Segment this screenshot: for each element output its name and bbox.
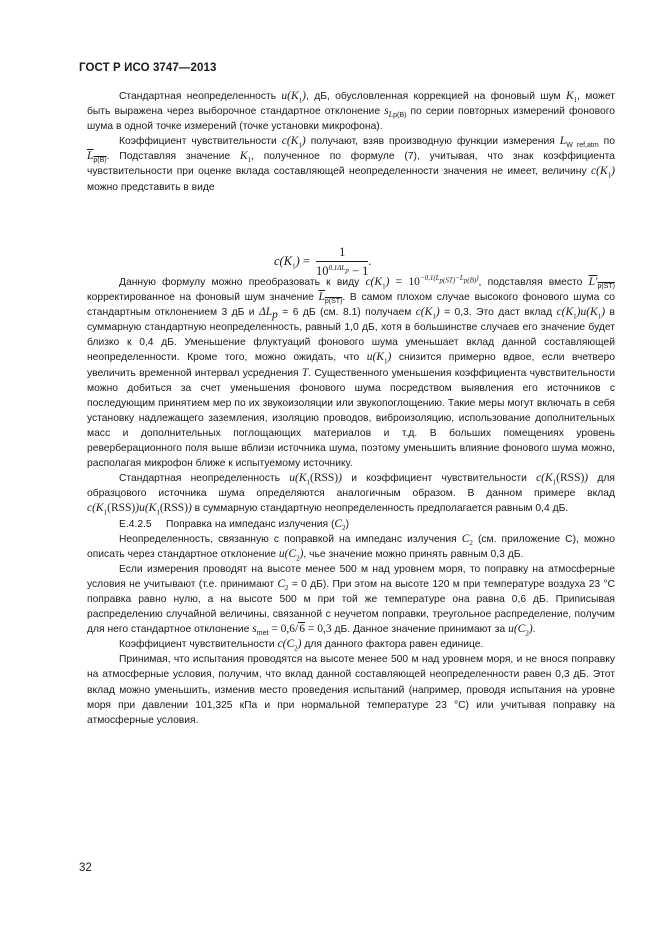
paragraph-sensitivity-coefficient: Коэффициент чувствительности $c(K_1)$ получают, взяв производную функции измерения $L_{W ref,atm}$ по $L_{p(B)}$. Подставляя значение $K_1$, полученное по формуле (7), учитывая, что знак коэффициента чувствительности при оценке вклада составляющей неопределенности значения не имеет, величину $c(K_1)$ можно представить в виде [87,135,615,193]
page-number: 32 [79,862,92,874]
paragraph-conclusion: Принимая, что испытания проводятся на высоте менее 500 м над уровнем моря, и не внося поправку на атмосферные условия, получим, что вклад данной составляющей неопределенности равен 0,3 дБ. Этот вклад можно уменьшить, изменив место проведения испытаний (например, проводя испытания на уровне моря при давлении 101,325 кПа и при нормальной температуре 23 °С) или учитывая поправку на атмосферные условия. [87,654,615,726]
paragraph-sensitivity-unity: Коэффициент чувствительности $c(C_2)$ для данного фактора равен единице. [119,638,484,653]
text-block-1 [87,89,615,195]
section-heading-e425: E.4.2.5 Поправка на импеданс излучения $(C_2)$ [119,517,350,532]
paragraph-altitude-conditions: Если измерения проводят на высоте менее 500 м над уровнем моря, то поправку на атмосферные условия не учитывают (т.е. принимают $C_2 = 0$ дБ). При этом на высоте 120 м при температуре воздуха 23 °С поправка равно нулю, а на высоте 500 м при той же температуре она равна 0,6 дБ. Приписывая распределению случайной величины, связанной с неучетом поправки, треугольное распределение, получим для него стандартное отклонение $s_{met} = 0,6/6 = 0,3$ дБ. Данное значение принимают за $u(C_2)$. [87,563,615,638]
sensitivity-formula: $c(K_1)$ = $\frac{1}{10^{0,1\Delta L_p} - 1}$ . [274,245,372,278]
paragraph-radiation-impedance: Неопределенность, связанную с поправкой на импеданс излучения $C_2$ (см. приложение С), можно описать через стандартное отклонение $u(C_2)$, чье значение можно принять равным 0,3 дБ. [87,532,615,562]
paragraph-uncertainty-background: Стандартная неопределенность $u(K_1)$, дБ, обусловленная коррекцией на фоновый шум $K_1$, может быть выражена через выборочное стандартное отклонение $s_{Lp(B)}$ по серии повторных измерений фонового шума в одной точке измерений (точке установки микрофона). [87,90,615,133]
formula-fraction: $\frac{1}{10^{0,1\Delta L_p} - 1}$ [316,245,369,278]
paragraph-formula-transformation: Данную формулу можно преобразовать к виду $c(K_1) = 10^{-0,1(L_{p(ST)}-L_{p(B)})}$, подставляя вместо $L'_{p(ST)}$ корректированное на фоновый шум значение $L_{p(ST)}$. В самом плохом случае высокого фонового шума со стандартным отклонением 3 дБ и $\Delta L_p = 6$ дБ (см. 8.1) получаем $c(K_1) = 0,3$. Это даст вклад $c(K_1)u(K_1)$ в суммарную стандартную неопределенность, равный 1,0 дБ, хотя в большинстве случаев его значение будет близко к 0,4 дБ. Уменьшение флуктуаций фонового шума уменьшает вклад данной составляющей неопределенности. Кроме того, можно ожидать, что $u(K_1)$ снизится примерно вдвое, если вчетверо увеличить временной интервал усреднения T. Существенного уменьшения коэффициента чувствительности можно добиться за счет уменьшения фонового шума посредством выявления его источников с последующим принятием мер по их звукоизоляции или звукопоглощению. Такие меры могут включать в себя установку надлежащего заземления, изоляцию проводов, виброизоляцию, использование дополнительных масс и дополнительных поглощающих материалов и т.д. В больших помещениях уровень реверберационного поля выше вблизи источника шума, поэтому уменьшить влияние фонового шума можно, располагая микрофон ближе к испытуемому источнику. [87,274,615,470]
text-block-2 [87,275,615,728]
paragraph-reference-source: Стандартная неопределенность $u(K_1(RSS))$ и коэффициент чувствительности $c(K_1(RSS))$ для образцового источника шума определяются аналогичным образом. В данном примере вклад $c(K_1(RSS))u(K_1(RSS))$ в суммарную стандартную неопределенность предполагается равным 0,4 дБ. [87,472,615,517]
standard-header: ГОСТ Р ИСО 3747—2013 [79,62,217,74]
